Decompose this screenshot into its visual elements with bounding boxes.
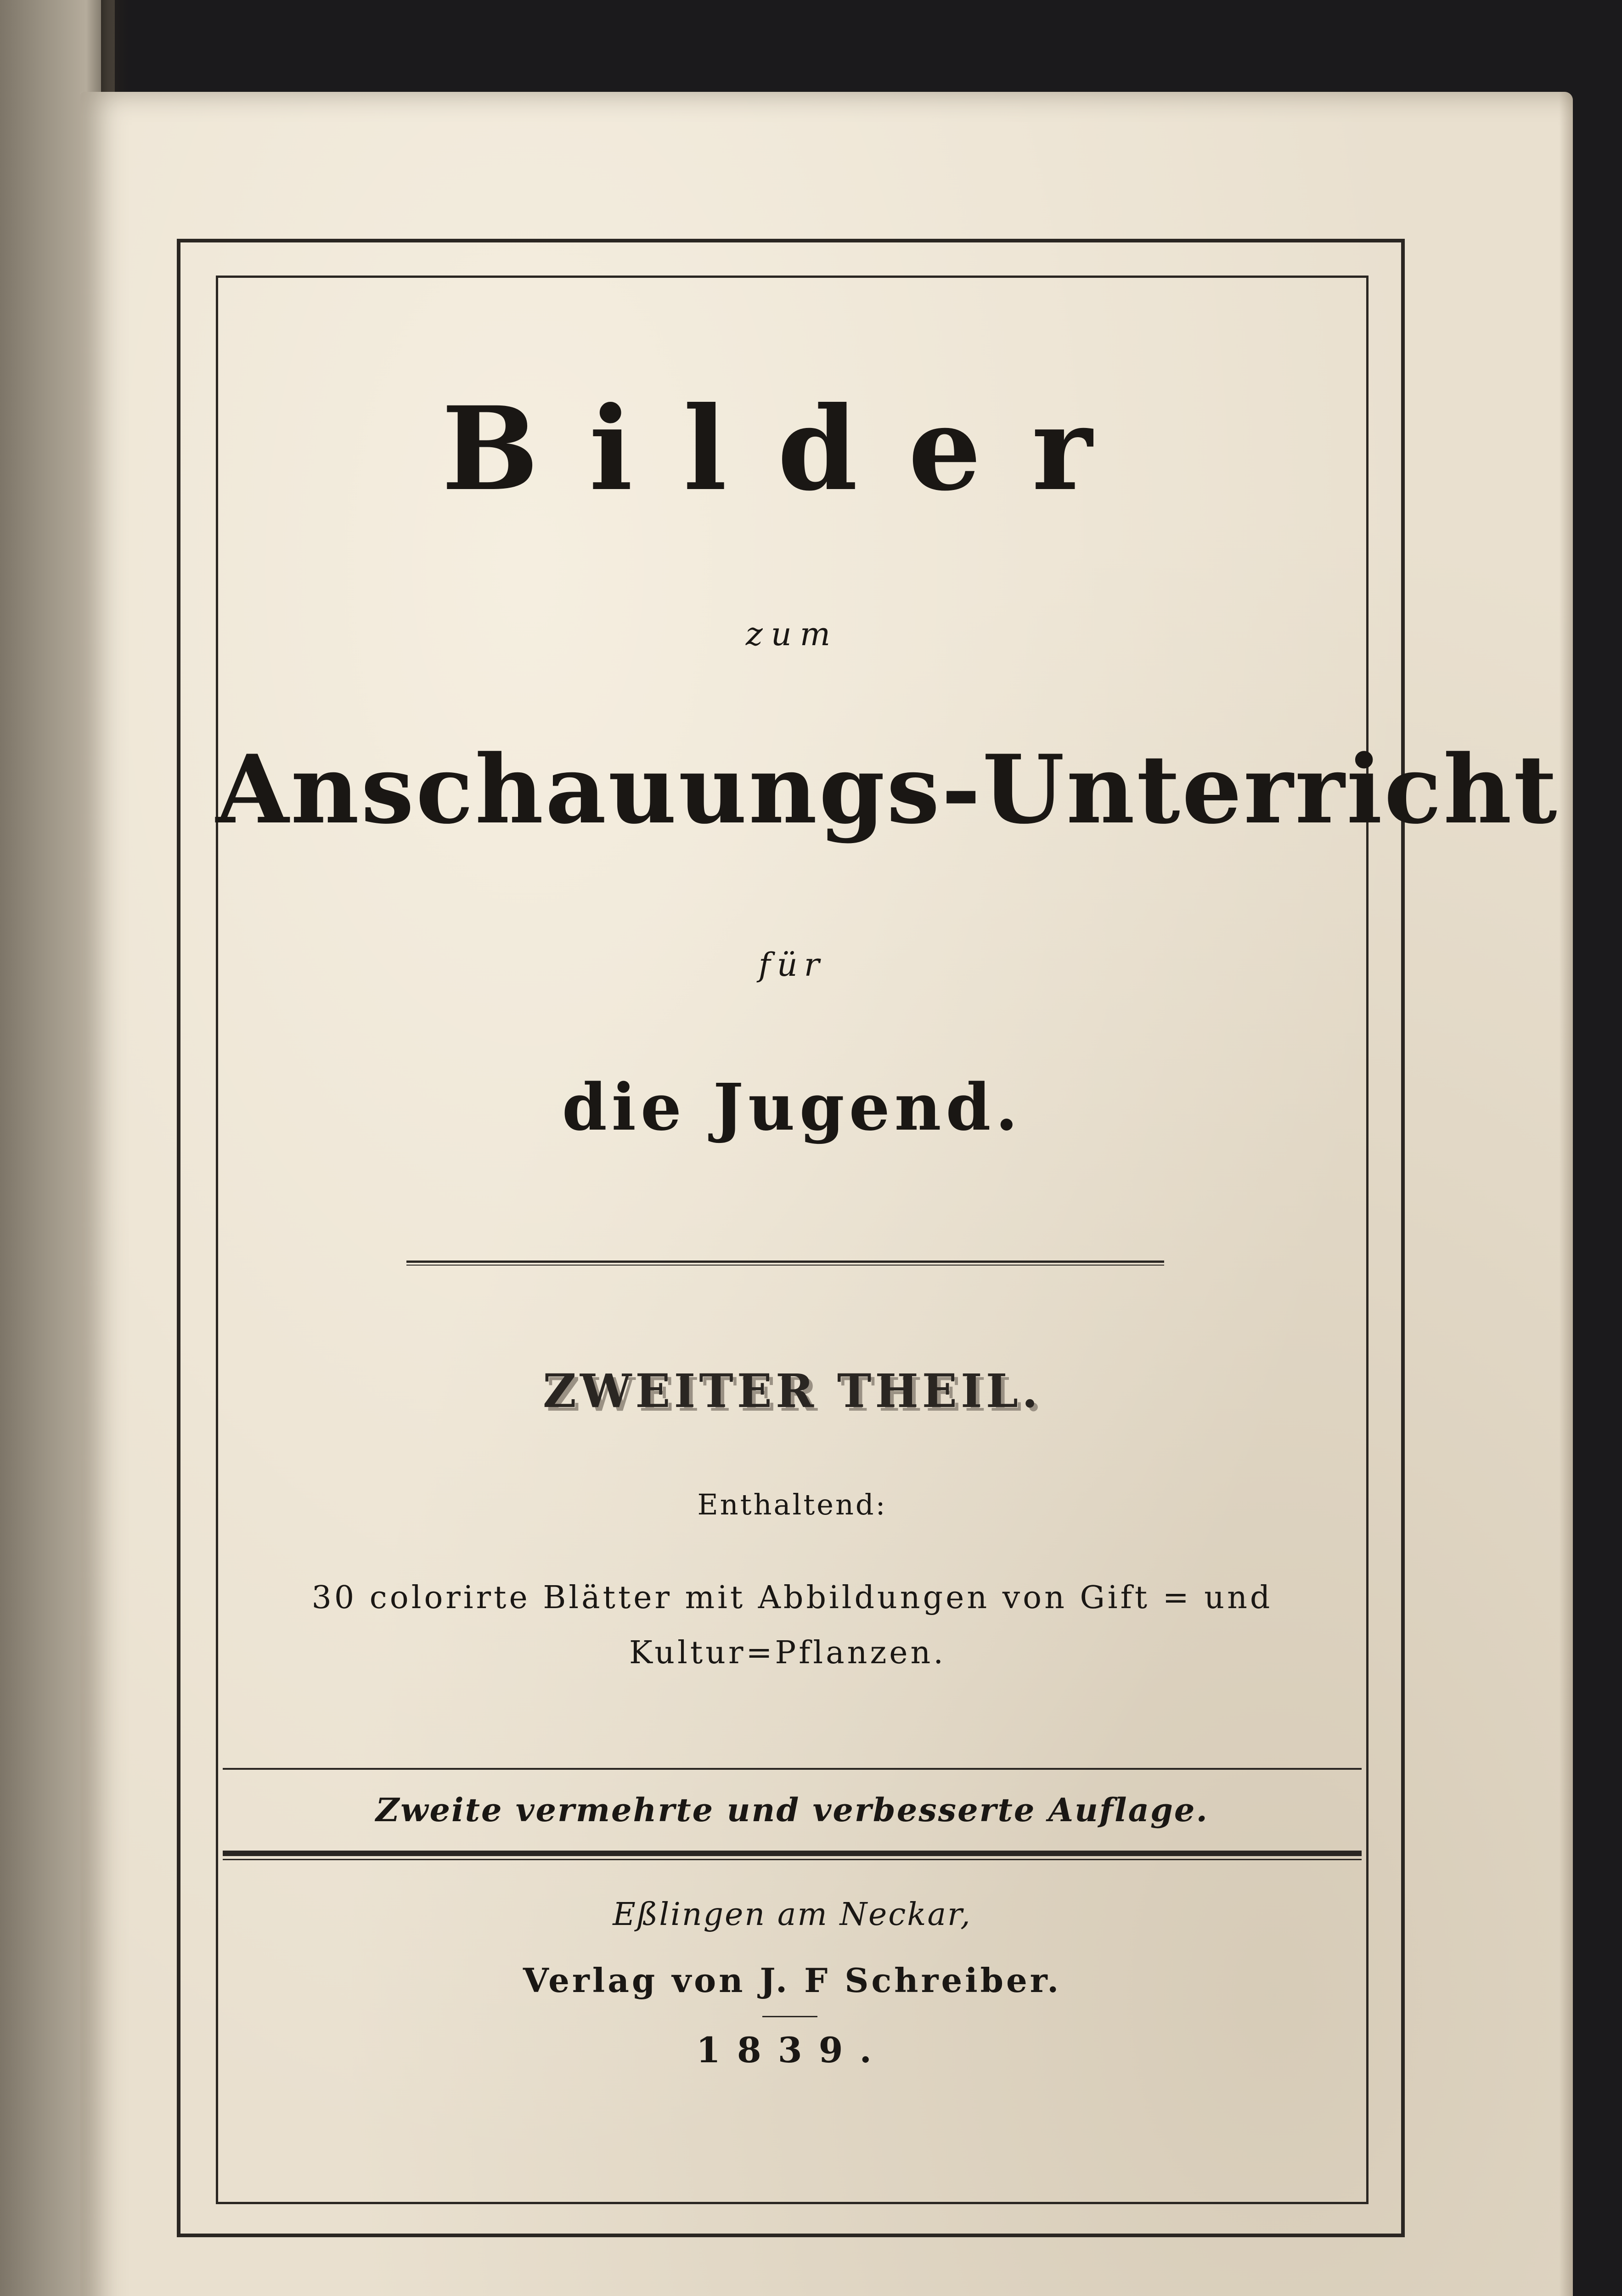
book-title: Bilder [441,381,1143,516]
imprint-place: Eßlingen am Neckar, [613,1896,972,1933]
imprint-publisher: Verlag von J. F Schreiber. [523,1961,1062,2000]
short-rule [762,2016,817,2017]
part-heading: ZWEITER THEIL. [543,1364,1042,1418]
audience-line: die Jugend. [562,1070,1023,1145]
divider-rule [406,1261,1164,1266]
connector-zum: zum [745,615,839,653]
edition-note: Zweite vermehrte und verbesserte Auflage. [376,1791,1209,1829]
page-edge [1559,92,1573,2296]
divider-rule-heavy [223,1851,1362,1860]
contents-line-1: 30 colorirte Blätter mit Abbildungen von Gift = und [311,1580,1273,1616]
containing-label: Enthaltend: [697,1488,887,1521]
book-subject: Anschauungs-Unterricht [216,735,1559,845]
connector-fuer: für [758,946,826,984]
contents-line-2: Kultur=Pflanzen. [629,1635,946,1671]
imprint-year: 1839. [696,2030,888,2071]
